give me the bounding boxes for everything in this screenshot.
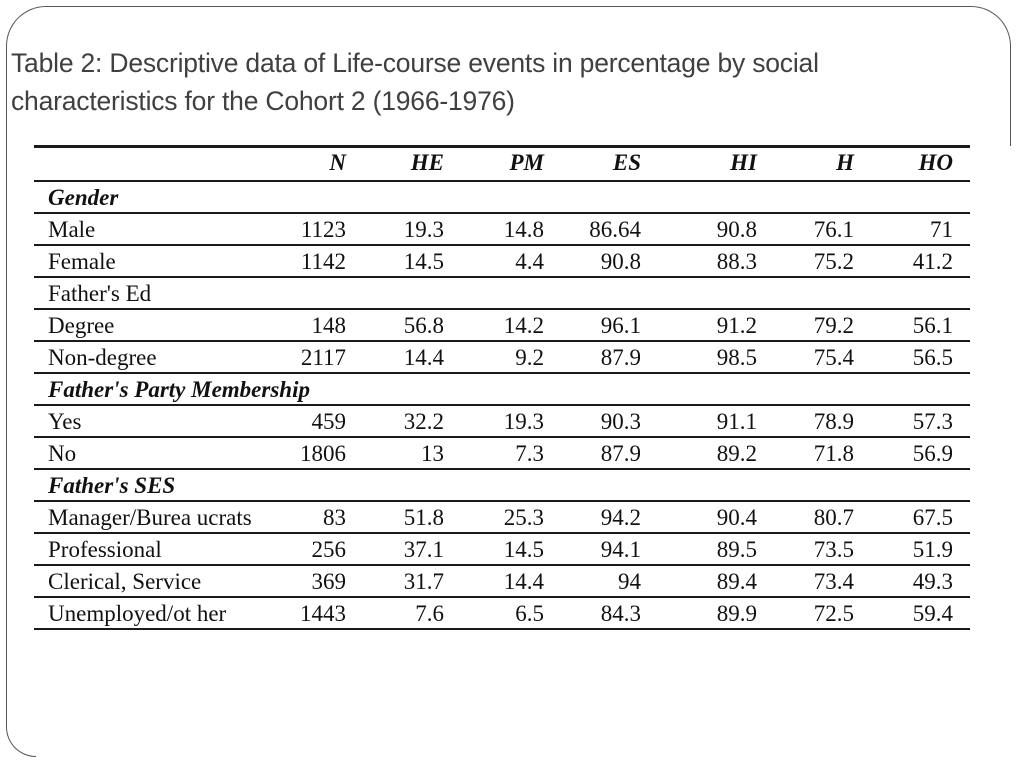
cell-h: 73.4 (757, 565, 854, 597)
section-heading: Father's Ed (34, 277, 970, 309)
cell-es: 94.2 (544, 501, 641, 533)
header-cell-hi: HI (641, 147, 757, 181)
cell-h: 78.9 (757, 405, 854, 437)
cell-h: 75.2 (757, 245, 854, 277)
cell-ho: 56.1 (854, 309, 953, 341)
section-row-gender (34, 181, 970, 213)
cell-n: 1123 (274, 213, 346, 245)
row-label: Yes (34, 405, 274, 437)
cell-pm: 14.5 (444, 533, 544, 565)
row-label: Professional (34, 533, 274, 565)
cell-n: 2117 (274, 341, 346, 373)
cell-ho: 56.5 (854, 341, 953, 373)
table-header-row (34, 147, 970, 181)
cell-he: 7.6 (346, 597, 444, 629)
slide-title: Table 2: Descriptive data of Life-course events in percentage by social characteristics for the Cohort 2 (1966-1976) (11, 48, 819, 116)
row-label: Clerical, Service (34, 565, 274, 597)
header-cell-h: H (757, 147, 854, 181)
cell-pm: 7.3 (444, 437, 544, 469)
table-row (34, 565, 970, 597)
cell-ho: 51.9 (854, 533, 953, 565)
header-cell-n: N (274, 147, 346, 181)
cell-es: 90.8 (544, 245, 641, 277)
cell-n: 459 (274, 405, 346, 437)
section-heading: Father's Party Membership (34, 373, 970, 405)
cell-he: 32.2 (346, 405, 444, 437)
table-row (34, 341, 970, 373)
cell-hi: 91.1 (641, 405, 757, 437)
cell-h: 80.7 (757, 501, 854, 533)
cell-n: 148 (274, 309, 346, 341)
section-heading: Gender (34, 181, 970, 213)
cell-pm: 6.5 (444, 597, 544, 629)
cell-n: 1142 (274, 245, 346, 277)
header-cell-ho: HO (854, 147, 953, 181)
cell-he: 37.1 (346, 533, 444, 565)
cell-hi: 89.4 (641, 565, 757, 597)
cell-h: 79.2 (757, 309, 854, 341)
cell-ho: 67.5 (854, 501, 953, 533)
cell-pm: 14.2 (444, 309, 544, 341)
cell-pm: 14.4 (444, 565, 544, 597)
cell-ho: 57.3 (854, 405, 953, 437)
cell-es: 84.3 (544, 597, 641, 629)
section-row-fathers-ses (34, 469, 970, 501)
row-label: Unemployed/ot her (34, 597, 274, 629)
table-row (34, 309, 970, 341)
section-heading: Father's SES (34, 469, 970, 501)
cell-es: 86.64 (544, 213, 641, 245)
cell-he: 19.3 (346, 213, 444, 245)
cell-h: 71.8 (757, 437, 854, 469)
cell-n: 369 (274, 565, 346, 597)
row-label: Male (34, 213, 274, 245)
table-row (34, 405, 970, 437)
cell-pm: 9.2 (444, 341, 544, 373)
cell-es: 96.1 (544, 309, 641, 341)
table-row (34, 533, 970, 565)
header-cell-es: ES (544, 147, 641, 181)
cell-es: 87.9 (544, 341, 641, 373)
cell-n: 1806 (274, 437, 346, 469)
cell-hi: 89.2 (641, 437, 757, 469)
cell-n: 256 (274, 533, 346, 565)
cell-h: 73.5 (757, 533, 854, 565)
row-label: Manager/Burea ucrats (34, 501, 274, 533)
cell-hi: 88.3 (641, 245, 757, 277)
cell-es: 87.9 (544, 437, 641, 469)
table-row (34, 597, 970, 629)
slide-frame-left (6, 140, 36, 757)
cell-hi: 98.5 (641, 341, 757, 373)
cell-he: 56.8 (346, 309, 444, 341)
cell-hi: 90.8 (641, 213, 757, 245)
cell-hi: 90.4 (641, 501, 757, 533)
cell-ho: 56.9 (854, 437, 953, 469)
table-row (34, 245, 970, 277)
section-row-fathers-ed (34, 277, 970, 309)
header-cell-pad (953, 147, 970, 181)
cell-ho: 71 (854, 213, 953, 245)
cell-hi: 91.2 (641, 309, 757, 341)
cell-he: 31.7 (346, 565, 444, 597)
cell-h: 72.5 (757, 597, 854, 629)
cell-ho: 59.4 (854, 597, 953, 629)
cell-he: 14.5 (346, 245, 444, 277)
cell-es: 94.1 (544, 533, 641, 565)
cell-ho: 49.3 (854, 565, 953, 597)
cell-hi: 89.9 (641, 597, 757, 629)
table-row (34, 437, 970, 469)
cell-es: 94 (544, 565, 641, 597)
cell-es: 90.3 (544, 405, 641, 437)
cell-h: 75.4 (757, 341, 854, 373)
cell-pm: 14.8 (444, 213, 544, 245)
header-cell-blank (34, 147, 274, 181)
cell-he: 51.8 (346, 501, 444, 533)
header-cell-he: HE (346, 147, 444, 181)
descriptive-data-table (34, 145, 970, 630)
table-row (34, 501, 970, 533)
cell-h: 76.1 (757, 213, 854, 245)
section-row-party-membership (34, 373, 970, 405)
cell-hi: 89.5 (641, 533, 757, 565)
row-label: No (34, 437, 274, 469)
cell-ho: 41.2 (854, 245, 953, 277)
cell-he: 14.4 (346, 341, 444, 373)
cell-he: 13 (346, 437, 444, 469)
row-label: Non-degree (34, 341, 274, 373)
cell-pm: 25.3 (444, 501, 544, 533)
header-cell-pm: PM (444, 147, 544, 181)
cell-pm: 19.3 (444, 405, 544, 437)
cell-n: 83 (274, 501, 346, 533)
row-label: Degree (34, 309, 274, 341)
cell-n: 1443 (274, 597, 346, 629)
table-row (34, 213, 970, 245)
cell-pm: 4.4 (444, 245, 544, 277)
row-label: Female (34, 245, 274, 277)
